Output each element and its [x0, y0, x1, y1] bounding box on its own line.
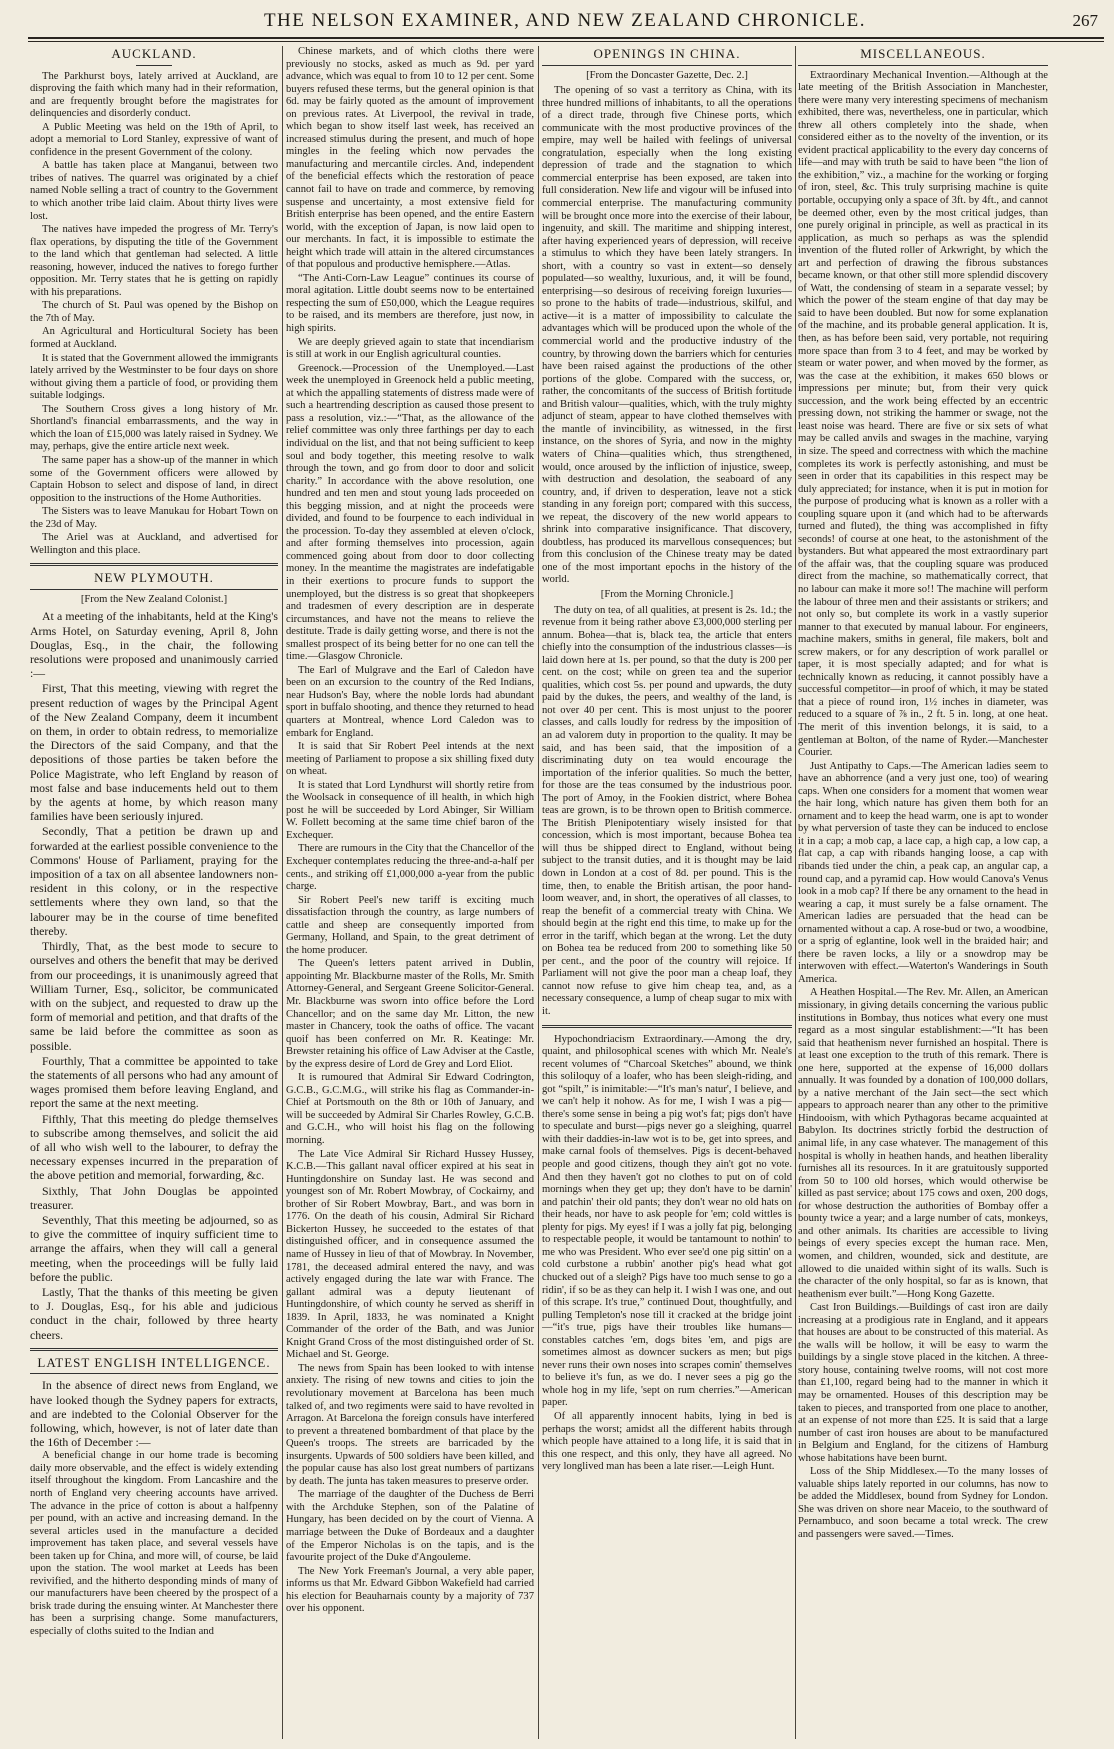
article-paragraph: The Ariel was at Auckland, and advertised for Wellington and this place. [30, 532, 278, 556]
article-paragraph: Greenock.—Procession of the Unemployed.—Last week the unemployed in Greenock held a public meeting, at which the appalling statements of distress made were of such a heartrending description as caused those present to pass a resolution, viz.:—“That, as the allowance of the relief committee was only three farthings per day to each individual on the list, and that not being sufficient to keep soul and body together, this meeting resolve to walk through the town, and go from door to door and solicit charity.” In accordance with the above resolution, one hundred and ten men and stout young lads proceeded on this begging mission, and at night the proceeds were divided, and found to be fourpence to each individual in the procession. To-day they assembled at eleven o'clock, and after forming themselves into procession, again commenced going about from door to door collecting money. In the meantime the magistrates are indefatigable in their exertions to procure funds to support the unemployed, but the distress is so great that shopkeepers and tradesmen of every description are in desperate circumstances, and have not the means to relieve the destitute. Trade is daily getting worse, and there is not the smallest prospect of its being better for no one can tell the time.—Glasgow Chronicle. [286, 362, 534, 663]
auckland-article [30, 71, 278, 558]
article-paragraph: Seventhly, That this meeting be adjourned, so as to give the committee of inquiry sufficient time to arrange the affairs, when they will call a general meeting, when the proceedings will be fully laid before the public. [30, 1212, 278, 1284]
heading-miscellaneous: MISCELLANEOUS. [860, 46, 986, 61]
hypochondriacism-article: Hypochondriacism Extraordinary.—Among the dry, quaint, and philosophical scenes with which Mr. Neale's recent volumes of “Charcoal Sketches” abound, we think this soliloquy of a loafer, who has been sleigh-riding, and got “spilt,” is inimitable:—“It's man's natur', I believe, and we can't help it nohow. As for me, I wish I was a pig—there's some sense in being a pig wot's fat; pigs don't have to speculate and burst—pigs never go a sleighing, quarrel with their daddies-in-law wot is to be, get into sprees, and make carnal fools of themselves. Pigs is decent-behaved people and good citizens, though they ain't got no vote. And then they haven't got no clothes to put on of cold mornings when they get up; they don't have to be darnin' and patchin' their old pants; they don't wear no old hats on their heads, nor have to ask people for 'em; cold wittles is plenty for pigs. My eyes! if I was a jolly fat pig, belonging to respectable people, it would be tantamount to nothin' to me who was President. Who ever see'd one pig sittin' on a cold curbstone a rubbin' another pig's head what got chucked out of a sleigh? Pigs have too much sense to go a ridin', if so be as they can help it. I wish I was one, and out of this scrape. It's true,” continued Dout, thoughtfully, and pulling Templeton's nose till it cracked at the bridge joint—“it's true, pigs have their troubles like humans—constables catches 'em, dogs bites 'em, and pigs are sometimes almost as downcer suckers as men; but pigs never runs their own noses into scrapes comin' themselves to believe it's fun, as we do. I never sees a pig go the whole hog in my life, 'sept on rum cherries.”—American paper. [542, 1033, 792, 1409]
column-1 [30, 46, 278, 1741]
lying-in-bed-article: Of all apparently innocent habits, lying in bed is perhaps the worst; amidst all the different habits through which people have attained to a long life, it is said that in this one respect, and this only, they have all agreed. No very longlived man has been a late riser.—Leigh Hunt. [542, 1410, 792, 1473]
article-paragraph: In the absence of direct news from England, we have looked though the Sydney papers for extracts, and are indebted to the Colonial Observer for the following, which, however, is not of later date than the 16th of December :— [30, 1378, 278, 1450]
article-paragraph: Sixthly, That John Douglas be appointed treasurer. [30, 1183, 278, 1212]
miscellaneous-articles [798, 70, 1048, 1542]
article-paragraph: The Earl of Mulgrave and the Earl of Caledon have been on an excursion to the country of the Red Indians, near Hudson's Bay, where the noble lords had abundant sport in buffalo shooting, and thence they returned to head quarters at Montreal, whence Lord Caledon was to embark for England. [286, 664, 534, 739]
article-paragraph: “The Anti-Corn-Law League” continues its course of moral agitation. Little doubt seems now to be entertained respecting the sum of £50,000, which the League requires to be raised, and its members are therefore, just now, in high spirits. [286, 272, 534, 335]
latest-english-article [30, 1450, 278, 1638]
openings-china-article [542, 85, 792, 587]
article-paragraph: It is stated that Lord Lyndhurst will shortly retire from the Woolsack in consequence of ill health, in which high post he will be succeeded by Lord Abinger, Sir William W. Follett becoming at the same time chief baron of the Exchequer. [286, 779, 534, 841]
article-paragraph: The Sisters was to leave Manukau for Hobart Town on the 23d of May. [30, 506, 278, 530]
source-line: [From the Doncaster Gazette, Dec. 2.] [586, 69, 748, 81]
article-paragraph: Just Antipathy to Caps.—The American ladies seem to have an abhorrence (and a very just one, too) of wearing caps. When one considers for a moment that women wear the hair long, which nature has given them both for an ornament and to keep the head warm, one is apt to wonder by what perversion of taste they can be induced to enclose it in a cap; a mob cap, a lace cap, a high cap, a low cap, a flat cap, a cap with ribands hanging loose, a cap with ribands tied under the chin, a peak cap, an angular cap, a round cap, and a pyramid cap. How would Canova's Venus look in a mob cap? If there be any ornament to the head in wearing a cap, it must surely be a false ornament. The American ladies are persuaded that the head can be ornamented without a cap. A rose-bud or two, a woodbine, or a sprig of eglantine, look well in the braided hair; and there be raven locks, a lily or a snowdrop may be interwoven with effect.—Waterton's Wanderings in South America. [798, 760, 1048, 985]
article-paragraph: It is stated that the Government allowed the immigrants lately arrived by the Westminster to be four days on shore without giving them a particle of food, or providing them suitable lodgings. [30, 352, 278, 402]
article-paragraph: A battle has taken place at Manganui, between two tribes of natives. The quarrel was originated by a chief named Noble selling a tract of country to the Government to which another tribe laid claim. About thirty lives were lost. [30, 160, 278, 222]
article-paragraph: A Public Meeting was held on the 19th of April, to adopt a memorial to Lord Stanley, expressive of want of confidence in the present Government of the colony. [30, 121, 278, 158]
article-paragraph: It is said that Sir Robert Peel intends at the next meeting of Parliament to propose a six shilling fixed duty on wheat. [286, 741, 534, 778]
article-paragraph: An Agricultural and Horticultural Society has been formed at Auckland. [30, 326, 278, 351]
article-paragraph: Extraordinary Mechanical Invention.—Although at the late meeting of the British Association in Manchester, there were many very interesting specimens of mechanism exhibited, there was, nevertheless, one in particular, which threw all others completely into the shade, when considered either as to the novelty of the invention, or its evident practical applicability to the every day concerns of life—and may with truth be said to have been “the lion of the exhibition,” viz., a machine for the working or forging of iron, steel, &c. This truly surprising machine is quite portable, occupying only a space of 3ft. by 4ft., and cannot be deemed other, even by the most critical judges, than one purely original in principle, as well as practical in its application, as much so perhaps as was the splendid invention of the fluted roller of Arkwright, by which the art and perfection of drawing the fibrous substances became known, or that other still more splendid discovery of Watt, the condensing of steam in a separate vessel; by which the power of the steam engine of that day may be said to have been doubled. But now for some explanation of the machine, and its probable general application. It is, then, as has before been said, very portable, not requiring more space than from 3 to 4 feet, and may be worked by steam or water power, and when moved by the former, as was the case at the exhibition, it makes 650 blows or impressions per minute; but, from their very quick succession, and the work being effected by an eccentric pressing down, not striking the hammer or swage, not the least noise was heard. There are five or six sets of what may be called anvils and swages in the machine, varying in size. The speed and correctness with which the machine completes its work is perfectly astonishing, and must be seen in order that its capabilities in this respect may be duly appreciated; for instance, when it is put in motion for the purpose of producing what is known as a roller with a coupling square upon it (and which had to be afterwards turned and fluted), the thing was accomplished in fifty seconds! of course at one heat, to the astonishment of the bystanders. But what appeared the most extraordinary part of the affair was, that the coupling square was produced direct from the machine, so mathematically correct, that no labour can make it more so!! The machine will perform the labour of three men and their assistants or strikers; and not only so, but complete its work in a vastly superior manner to that executed by manual labour. For engineers, machine makers, smiths in general, file makers, bolt and screw makers, or for any description of work parallel or taper, it is most specially adapted; and for what is technically known as reducing, it cannot possibly have a successful competitor—in proof of which, it may be stated that a piece of round iron, 1½ inches in diameter, was reduced to a square of ⅞ in., 2 ft. 5 in. long, at one heat. The merit of this invention belongs, it is said, to a gentleman at Bolton, of the name of Ryder.—Manchester Courier. [798, 69, 1048, 759]
column-4 [798, 46, 1048, 1741]
column-rule [538, 46, 539, 1739]
article-paragraph: Loss of the Ship Middlesex.—To the many losses of valuable ships lately reported in our columns, has now to be added the Middlesex, bound from Sydney for London. She was driven on shore near Maceio, to the southward of Pernambuco, and soon became a total wreck. The crew and passengers were saved.—Times. [798, 1466, 1048, 1540]
column-3 [542, 46, 792, 1741]
morning-chronicle-article [542, 605, 792, 1019]
masthead [28, 6, 1102, 36]
heading-rule [30, 1373, 278, 1374]
article-paragraph: A Heathen Hospital.—The Rev. Mr. Allen, an American missionary, in giving details concerning the various public institutions in Bombay, thus notices what every one must regard as a most singular establishment:—“It has been said that heathenism never furnished an hospital. There is at least one exception to the truth of this remark. There is one here, supported at the expense of 16,000 dollars annually. It was founded by a donation of 100,000 dollars, by a native merchant of the Jain sect—the sect which appears to approach nearer than any other to the primitive Hindooism, with which Pythagoras became acquainted at Babylon. Its doctrines strictly forbid the destruction of animal life, in any case whatever. The management of this hospital is wholly in heathen hands, and heathen liberality furnishes all its resources. In it are gratuitously supported from 50 to 100 old horses, which would otherwise be killed as past service; about 175 cows and oxen, 200 dogs, for whose destruction the authorities of Bombay offer a bounty twice a year; and a large number of cats, monkeys, and other animals. Its charities are accessible to living beings of every species except the human race. Men, women, and children, wounded, sick and destitute, are allowed to die unaided within sight of its walls. Such is the character of the only hospital, so far as is known, that heathenism ever built.”—Hong Kong Gazette. [798, 987, 1048, 1300]
masthead-rule [28, 37, 1104, 39]
heading-rule [136, 65, 172, 66]
article-paragraph: We are deeply grieved again to state that incendiarism is still at work in our English agricultural counties. [286, 336, 534, 361]
article-paragraph: Lastly, That the thanks of this meeting be given to J. Douglas, Esq., for his able and judicious conduct in the chair, followed by three hearty cheers. [30, 1284, 278, 1342]
column-2 [286, 46, 534, 1741]
section-rule [30, 563, 278, 566]
article-paragraph: The Parkhurst boys, lately arrived at Auckland, are disproving the faith which many had in their reformation, and are frequently brought before the magistrates for delinquencies and disorderly conduct. [30, 70, 278, 120]
source-line: [From the New Zealand Colonist.] [80, 593, 228, 605]
article-paragraph: The news from Spain has been looked to with intense anxiety. The rising of new towns and cities to join the revolutionary movement at Barcelona has been much talked of, and two regiments were said to have revolted in Arragon. At Barcelona the foreign consuls have interfered to prevent a threatened bombardment of that place by the Queen's troops. The streets are barricaded by the insurgents. Upwards of 500 soldiers have been killed, and the popular cause has also lost great numbers of partizans by death. The junta has taken measures to preserve order. [286, 1362, 534, 1487]
section-rule [30, 1348, 278, 1351]
article-paragraph: The opening of so vast a territory as China, with its three hundred millions of inhabitants, to all the operations of a direct trade, through five Chinese ports, which communicate with the most productive provinces of the empire, may well be hailed with feelings of universal congratulation, especially when the long existing depression of trade and the stagnation to which commercial enterprise has been exposed, are taken into full consideration. New life and vigour will be infused into commercial enterprise. The manufacturing community will be brought once more into the exercise of their labour, ingenuity, and skill. The maritime and shipping interest, after having experienced years of depression, will receive a stimulus to which they have been lately strangers. In short, with a country so vast in extent—so densely populated—so wealthy, luxurious, and, it will be found, enterprising—so desirous of receiving foreign luxuries—so prone to the habits of trade—industrious, skilful, and active—it is a matter of impossibility to calculate the advantages which will be produced upon the whole of the commercial world and the productive industry of the country, by throwing down the barriers which for centuries have been raised against the productions of the other portions of the globe. Compared with the success, or, rather, the concomitants of the success of British fortitude and British valour—qualities, which, with the truly mighty adjunct of steam, appear to have clothed themselves with the mantle of invincibility, as witnessed, in the first instance, on the shores of Syria, and now in the mighty waters of China—qualities which, thus strengthened, would, once aroused by the infliction of injustice, sweep, with destruction and desolation, the seaboard of any country, and, if driven to desperation, leave not a stick standing in any foreign port; compared with this success, we repeat, the discovery of the new world appears to shrink into comparative insignificance. That discovery, doubtless, has produced its marvellous consequences; but from this conclusion of the Chinese treaty may be dated one of the most important epochs in the history of the world. [542, 85, 792, 586]
article-paragraph: It is rumoured that Admiral Sir Edward Codrington, G.C.B., G.C.M.G., will strike his flag as Commander-in-Chief at Portsmouth on the 8th or 10th of January, and will be succeeded by Admiral Sir Charles Rowley, G.C.B. and G.C.H., who will hoist his flag on the following morning. [286, 1072, 534, 1147]
article-paragraph: Cast Iron Buildings.—Buildings of cast iron are daily increasing at a prodigious rate in England, and it appears that houses are about to be constructed of this material. As the walls will be hollow, it will be easy to warm the buildings by a single stove placed in the kitchen. A three-story house, containing twelve rooms, will not cost more than £1,100, regard being had to the manner in which it may be ornamented. Houses of this description may be taken to pieces, and transported from one place to another, at an expense of not more than £25. It is said that a large number of cast iron houses are about to be manufactured in Belgium and England, for the citizens of Hamburg whose habitations have been burnt. [798, 1302, 1048, 1464]
article-paragraph: Secondly, That a petition be drawn up and forwarded at the earliest possible convenience to the Commons' House of Parliament, praying for the imposition of a tax on all absentee landowners non-resident in this colony, or in the respective settlements where they own land, so that the labourer may be in the course of time benefited thereby. [30, 824, 278, 938]
article-paragraph: Chinese markets, and of which cloths there were previously no stocks, asked as much as 9d. per yard advance, which was equal to from 10 to 12 per cent. Some buyers refused these terms, but the general opinion is that 6d. may be fairly quoted as the amount of improvement on previous rates. At Liverpool, the revival in trade, which began to show itself last week, has received an increased stimulus during the present, and much of hope mingles in the feeling which now pervades the manufacturing and mercantile circles. And, independent of the beneficial effects which the restoration of peace cannot fail to have on trade and commerce, by removing suspense and uncertainty, a most extensive field for British enterprise has been opened, and the entire Eastern world, with the exception of Japan, is now laid open to our merchants. In fact, it is impossible to estimate the height which trade will attain in the altered circumstances of that populous and productive hemisphere.—Atlas. [286, 46, 534, 271]
article-paragraph: First, That this meeting, viewing with regret the present reduction of wages by the Principal Agent of the New Zealand Company, deem it incumbent on them, in order to obtain redress, to memorialize the Directors of the said Company, and that the depositions of those parties be taken before the Police Magistrate, who left England by reason of most false and base inducements held out to them by the agents at home, by which reason many families have been seriously injured. [30, 681, 278, 824]
heading-openings-china: OPENINGS IN CHINA. [593, 46, 741, 61]
article-paragraph: The duty on tea, of all qualities, at present is 2s. 1d.; the revenue from it being rather above £3,000,000 sterling per annum. Bohea—that is, black tea, the article that enters chiefly into the consumption of the industrious classes—is laid down here at 1s. per pound, so that the duty is 200 per cent. on the cost; while on green tea and the superior qualities, which cost 5s. per pound and upwards, the duty paid by the dukes, the peers, and wealthy of the land, is not over 40 per cent. This is most unjust to the poorer classes, and calls loudly for redress by the imposition of an ad valorem duty in proportion to the quality. It may be said, and has been said, that the imposition of a discriminating duty on tea would encourage the importation of the inferior qualities. So much the better, for those are the teas consumed by the industrious poor. The port of Amoy, in the Fookien district, where Bohea teas are grown, is to be thrown open to British commerce. The British Plenipotentiary wisely insisted for that concession, which is most important, because Bohea tea will thus be shipped direct to England, without being subject to the transit duties, and it is thought may be laid down in London at a cost of 8d. per pound. This is the time, then, to enable the British artisan, the poor hand-loom weaver, and, in short, the operatives of all classes, to reap the benefit of a commercial treaty with China. We should begin at the right end this time, to make up for the error in the tariff, which began at the wrong. Let the duty on Bohea tea be reduced from 200 to something like 50 per cent., and the poor of the country will rejoice. If Parliament will not give the poor man a cheap loaf, they cannot now refuse to give him cheap tea, and, as a necessary consequence, a lump of cheap sugar to mix with it. [542, 604, 792, 1018]
article-paragraph: Sir Robert Peel's new tariff is exciting much dissatisfaction through the country, as large numbers of cattle and sheep are consequently imported from Germany, Holland, and Spain, to the great detriment of the home producer. [286, 894, 534, 956]
masthead-rule-thin [28, 41, 1104, 42]
article-paragraph: A beneficial change in our home trade is becoming daily more observable, and the effect is widely extending itself throughout the kingdom. From Lancashire and the north of England very cheering accounts have arrived. The advance in the price of cotton is about a halfpenny per pound, with an active and increasing demand. In the several articles used in the manufacture a decided improvement has taken place, and several vessels have been taken up for China, and more will, of course, be laid upon the station. The wool market at Leeds has been revivified, and the hitherto desponding minds of many of our manufacturers have been cheered by the prospect of a brisk trade during the ensuing winter. At Manchester there has been a surprising change. Some manufacturers, especially of cloths suited to the Indian and [30, 1450, 278, 1637]
page-number: 267 [1072, 11, 1098, 30]
english-news-continued [286, 46, 534, 1616]
article-paragraph: The marriage of the daughter of the Duchess de Berri with the Archduke Stephen, son of the Palatine of Hungary, has been decided on by the court of Vienna. A marriage between the Duke of Bordeaux and a daughter of the Emperor Nicholas is on the tapis, and is the favourite project of the Duke d'Angouleme. [286, 1489, 534, 1564]
source-line: [From the Morning Chronicle.] [600, 588, 734, 600]
heading-rule [798, 65, 1048, 66]
heading-auckland: AUCKLAND. [111, 46, 197, 61]
article-paragraph: There are rumours in the City that the Chancellor of the Exchequer contemplates reducing the three-and-a-half per cents., and striking off £1,000,000 a-year from the public charge. [286, 843, 534, 893]
article-paragraph: Fourthly, That a committee be appointed to take the statements of all persons who had any amount of wages promised them before leaving England, and report the same at the next meeting. [30, 1053, 278, 1111]
section-rule [542, 1025, 792, 1028]
article-paragraph: The church of St. Paul was opened by the Bishop on the 7th of May. [30, 300, 278, 324]
article-paragraph: The Queen's letters patent arrived in Dublin, appointing Mr. Blackburne master of the Rolls, Mr. Smith Attorney-General, and Sergeant Greene Solicitor-General. Mr. Blackburne was sworn into office before the Lord Chancellor; and on the same day Mr. Litton, the new master in Chancery, took the oaths of office. The vacant quoif has been conferred on Mr. R. Keatinge: Mr. Brewster retaining his office of Law Adviser at the Castle, by the express desire of Lord de Grey and Lord Eliot. [286, 958, 534, 1070]
article-paragraph: The Late Vice Admiral Sir Richard Hussey Hussey, K.C.B.—This gallant naval officer expired at his seat in Huntingdonshire on Sunday last. He was second and youngest son of Mr. Robert Mowbray, of Cockairny, and brother of Sir Robert Mowbray, Bart., and was born in 1776. On the death of his cousin, Admiral Sir Richard Bickerton Hussey, he succeeded to the estates of that distinguished officer, and in consequence assumed the name of Hussey in lieu of that of Mowbray. In November, 1781, the deceased admiral entered the navy, and was actively engaged during the late war with France. The gallant admiral was a deputy lieutenant of Huntingdonshire, of which county he served as sheriff in 1839. In April, 1833, he was nominated a Knight Commander of the order of the Bath, and was Junior Knight Grand Cross of the most distinguished order of St. Michael and St. George. [286, 1148, 534, 1361]
heading-new-plymouth: NEW PLYMOUTH. [94, 570, 214, 586]
heading-rule [30, 589, 278, 590]
article-paragraph: The New York Freeman's Journal, a very able paper, informs us that Mr. Edward Gibbon Wakefield had carried his election for Beauharnais county by a majority of 737 over his opponent. [286, 1565, 534, 1615]
article-paragraph: The natives have impeded the progress of Mr. Terry's flax operations, by disputing the title of the Government to the land which that gentleman had selected. A little reasoning, however, induced the natives to forego further opposition. Mr. Terry states that he is getting on rapidly with his preparations. [30, 224, 278, 298]
article-paragraph: The Southern Cross gives a long history of Mr. Shortland's financial embarrassments, and the way in which the loan of £15,000 was lately raised in Sydney. We may, perhaps, give the entire article next week. [30, 403, 278, 453]
article-paragraph: Fifthly, That this meeting do pledge themselves to subscribe among themselves, and solicit the aid of all who wish well to the labourer, to defray the necessary expenses incurred in the preparation of the above petition and memorial, forwarding, &c. [30, 1111, 278, 1183]
column-rule [795, 46, 796, 1739]
latest-english-intro [30, 1378, 278, 1449]
heading-latest-english: LATEST ENGLISH INTELLIGENCE. [37, 1354, 271, 1370]
newspaper-title: THE NELSON EXAMINER, AND NEW ZEALAND CHRONICLE. [263, 10, 867, 31]
new-plymouth-article [30, 609, 278, 1341]
heading-rule [542, 65, 792, 66]
article-paragraph: At a meeting of the inhabitants, held at the King's Arms Hotel, on Saturday evening, April 8, John Douglas, Esq., in the chair, the following resolutions were proposed and unanimously carried :— [30, 609, 278, 681]
article-paragraph: The same paper has a show-up of the manner in which some of the Government officers were allowed by Captain Hobson to select and dispose of land, in direct opposition to the instructions of the Home Authorities. [30, 454, 278, 504]
column-rule [282, 46, 283, 1739]
article-paragraph: Thirdly, That, as the best mode to secure to ourselves and others the benefit that may be derived from our proceedings, it is unanimously agreed that William Turner, Esq., solicitor, be communicated with on the subject, and requested to draw up the form of memorial and petition, and that drafts of the same be laid before the committee as soon as possible. [30, 939, 278, 1053]
